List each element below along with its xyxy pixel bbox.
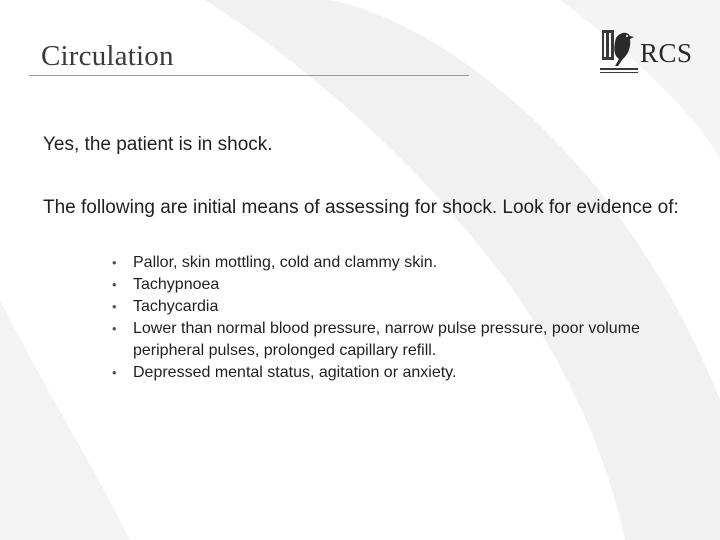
bullet-text: Depressed mental status, agitation or anxiety.	[133, 364, 457, 381]
bullet-text: Tachycardia	[133, 298, 219, 315]
bullet-icon: •	[112, 365, 117, 380]
bullet-text: Tachypnoea	[133, 276, 220, 293]
bullet-text: Pallor, skin mottling, cold and clammy skin.	[133, 254, 438, 271]
bullet-text: Lower than normal blood pressure, narrow pulse pressure, poor volume peripheral pulses, prolonged capillary refill.	[133, 320, 640, 359]
bullet-icon: •	[112, 255, 117, 270]
paragraph-assessment-intro: The following are initial means of assessing for shock. Look for evidence of:	[43, 197, 679, 218]
slide-title: Circulation	[41, 40, 174, 72]
bullet-icon: •	[112, 321, 117, 336]
bullet-icon: •	[112, 277, 117, 292]
bullet-icon: •	[112, 299, 117, 314]
list-item	[112, 274, 672, 296]
list-item	[112, 362, 672, 384]
bullet-list	[112, 252, 672, 384]
list-item	[112, 252, 672, 274]
logo-text: RCS	[640, 38, 693, 68]
list-item	[112, 318, 672, 362]
paragraph-shock-confirmation: Yes, the patient is in shock.	[43, 134, 273, 155]
list-item	[112, 296, 672, 318]
